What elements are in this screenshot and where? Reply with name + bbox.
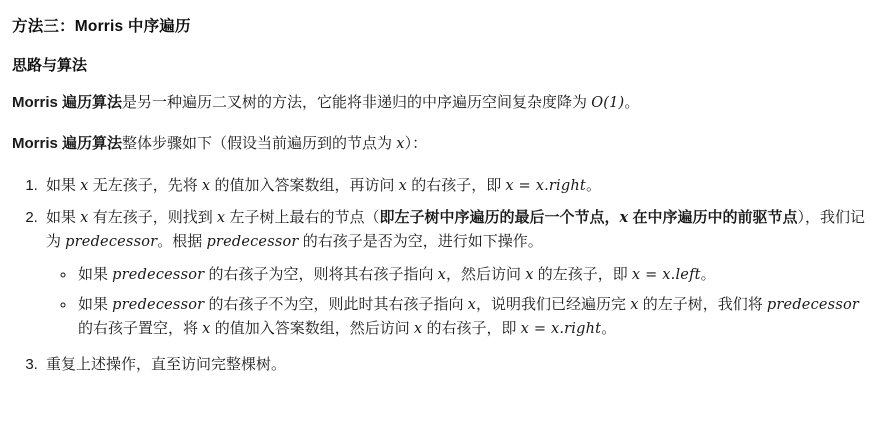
algorithm-step-text [46,356,286,373]
inline-math: x [216,210,226,227]
inline-text: 的右孩子不为空，则此时其右孩子指向 [204,295,468,313]
inline-math: x = x.right [520,320,602,337]
paragraph-steps-lead-text: 整体步骤如下（假设当前遍历到的节点为 [122,135,397,153]
inline-math: x = x.right [505,177,586,194]
paragraph-intro-math: O(1) [591,95,625,111]
inline-text: 如果 [46,209,81,227]
inline-math: predecessor [112,266,205,283]
inline-math: x [630,296,639,313]
inline-text: ），我们记为 [46,209,866,251]
inline-text: 的值加入答案数组，再访问 [210,176,399,194]
inline-math: predecessor [65,234,158,251]
inline-math: x [467,296,477,313]
inline-math: predecessor [112,296,205,313]
inline-math: predecessor [766,296,860,313]
inline-text: 无左孩子，先将 [88,176,202,194]
inline-text: 如果 [78,295,113,313]
inline-text: 。 [601,319,617,337]
inline-text: 的右孩子，即 [422,319,521,337]
inline-math: x [437,266,447,283]
algorithm-step [42,174,872,198]
algorithm-substep [76,293,872,341]
algorithm-step-list [12,174,872,377]
inline-text: 左子树上最右的节点（ [225,209,380,227]
inline-math: x [201,177,211,194]
algorithm-step [42,206,872,341]
inline-text: 重复上述操作，直至访问完整棵树。 [46,356,287,374]
inline-math: x [398,177,408,194]
inline-text: ，说明我们已经遍历完 [476,295,631,313]
inline-text: 如果 [46,176,81,194]
inline-math: x [413,320,423,337]
paragraph-steps-lead-bold: Morris 遍历算法 [12,135,123,153]
inline-text: 的右孩子是否为空，进行如下操作。 [298,233,543,251]
algorithm-step-text [46,177,601,194]
inline-text: 的右孩子置空，将 [78,319,203,337]
emphasis-text: 在中序遍历中的前驱节点 [628,209,798,227]
inline-text: 有左孩子，则找到 [88,209,217,227]
inline-math: x [202,320,211,337]
paragraph-intro [12,91,872,114]
paragraph-steps-lead [12,132,872,155]
inline-text: 。 [585,176,601,194]
inline-math-emphasis: x [619,209,629,227]
inline-math: x [80,210,89,227]
section-subtitle: 思路与算法 [12,57,88,74]
paragraph-intro-tail: 。 [624,94,640,111]
algorithm-substep-list [46,263,872,342]
inline-text: 。根据 [157,233,207,251]
inline-math: x = x.left [631,266,701,283]
inline-text: 的右孩子为空，则将其右孩子指向 [204,265,438,283]
inline-text: 的右孩子，即 [407,176,506,194]
inline-math: predecessor [206,234,299,251]
paragraph-intro-text: 是另一种遍历二叉树的方法，它能将非递归的中序遍历空间复杂度降为 [122,94,592,111]
inline-text: 的值加入答案数组，然后访问 [210,319,414,337]
inline-text: 如果 [78,265,113,283]
paragraph-intro-lead: Morris 遍历算法 [12,94,123,111]
inline-text: 的左孩子，即 [533,265,632,283]
inline-text: ，然后访问 [446,265,526,283]
algorithm-step-text [46,209,865,250]
paragraph-steps-lead-tail: ）： [404,135,428,153]
inline-text: 的左子树，我们将 [638,295,767,313]
emphasis-text: 即左子树中序遍历的最后一个节点， [379,209,620,227]
page-title: 方法三：Morris 中序遍历 [12,18,191,35]
algorithm-substep [76,263,872,287]
algorithm-step [42,353,872,377]
inline-text: 。 [700,265,716,283]
inline-math: x [80,177,89,194]
inline-math: x [525,266,534,283]
paragraph-steps-lead-math: x [396,136,405,153]
